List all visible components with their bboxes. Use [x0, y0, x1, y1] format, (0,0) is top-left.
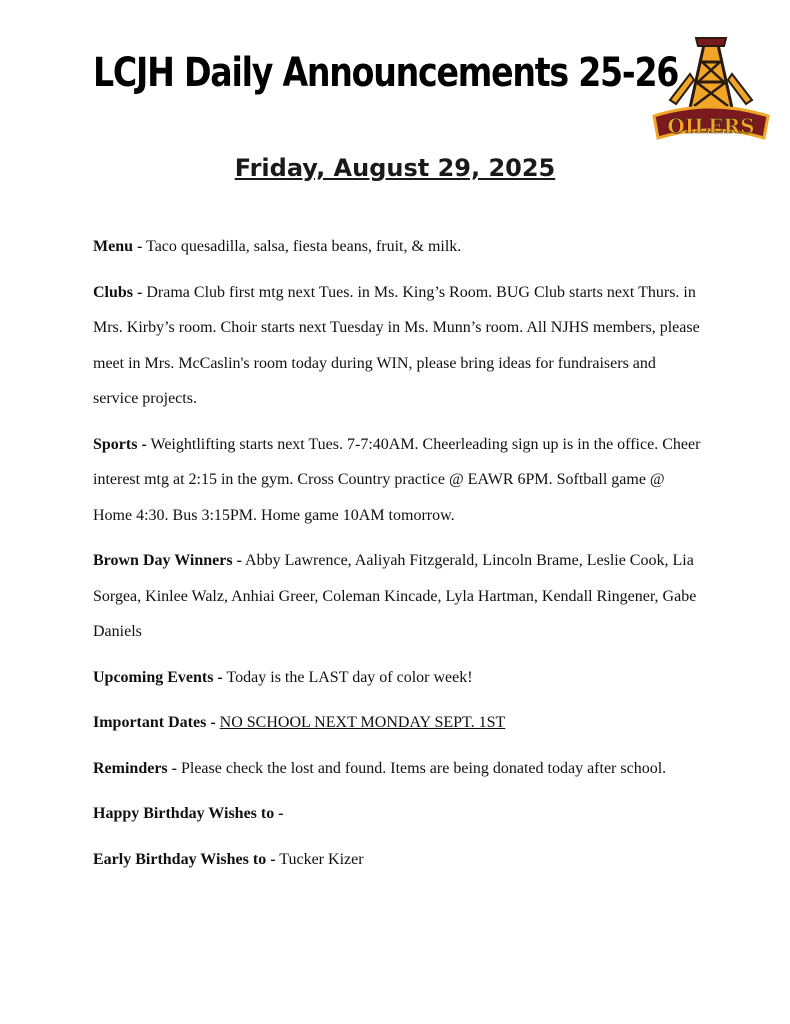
birthday-section [93, 796, 703, 832]
reminders-label: Reminders - [93, 759, 177, 777]
brown-day-text: Abby Lawrence, Aaliyah Fitzgerald, Lincoln Brame, Leslie Cook, Lia Sorgea, Kinlee Walz, Anhiai Greer, Coleman Kincade, Lyla Hartman, Kendall Ringener, Gabe Daniels [93, 552, 697, 640]
birthday-label: Happy Birthday Wishes to - [93, 805, 284, 822]
menu-section [93, 229, 703, 265]
oilers-logo [650, 34, 772, 144]
reminders-section [93, 751, 703, 787]
brown-day-section [93, 543, 703, 650]
logo-text: OILERS [667, 114, 755, 138]
brown-day-label: Brown Day Winners - [93, 552, 242, 569]
clubs-section [93, 275, 703, 417]
important-dates-section [93, 705, 703, 741]
upcoming-events-text: Today is the LAST day of color week! [226, 668, 473, 686]
announcements-body [93, 229, 703, 887]
clubs-text: Drama Club first mtg next Tues. in Ms. King’s Room. BUG Club starts next Thurs. in Mrs. Kirby’s room. Choir starts next Tuesday in Ms. Munn’s room. All NJHS members, please meet in Mrs. McCaslin's room today during WIN, please bring ideas for fundraisers and service projects. [93, 283, 700, 407]
menu-label: Menu - [93, 238, 143, 255]
upcoming-events-section [93, 660, 703, 696]
page-title: LCJH Daily Announcements 25-26 [93, 50, 679, 96]
early-birthday-label: Early Birthday Wishes to - [93, 850, 276, 868]
sports-section [93, 427, 703, 534]
reminders-text: Please check the lost and found. Items are being donated today after school. [180, 759, 667, 777]
date-heading: Friday, August 29, 2025 [234, 154, 556, 182]
sports-text: Weightlifting starts next Tues. 7-7:40AM. Cheerleading sign up is in the office. Cheer interest mtg at 2:15 in the gym. Cross Country practice @ EAWR 6PM. Softball game @ Home 4:30. Bus 3:15PM. Home game 10AM tomorrow. [93, 435, 701, 524]
early-birthday-text: Tucker Kizer [279, 850, 364, 868]
important-dates-label: Important Dates - [93, 714, 216, 731]
important-dates-text: NO SCHOOL NEXT MONDAY SEPT. 1ST [219, 714, 506, 731]
menu-text: Taco quesadilla, salsa, fiesta beans, fruit, & milk. [146, 238, 462, 255]
sports-label: Sports - [93, 435, 147, 453]
upcoming-events-label: Upcoming Events - [93, 668, 223, 686]
clubs-label: Clubs - [93, 283, 143, 301]
early-birthday-section [93, 842, 703, 878]
